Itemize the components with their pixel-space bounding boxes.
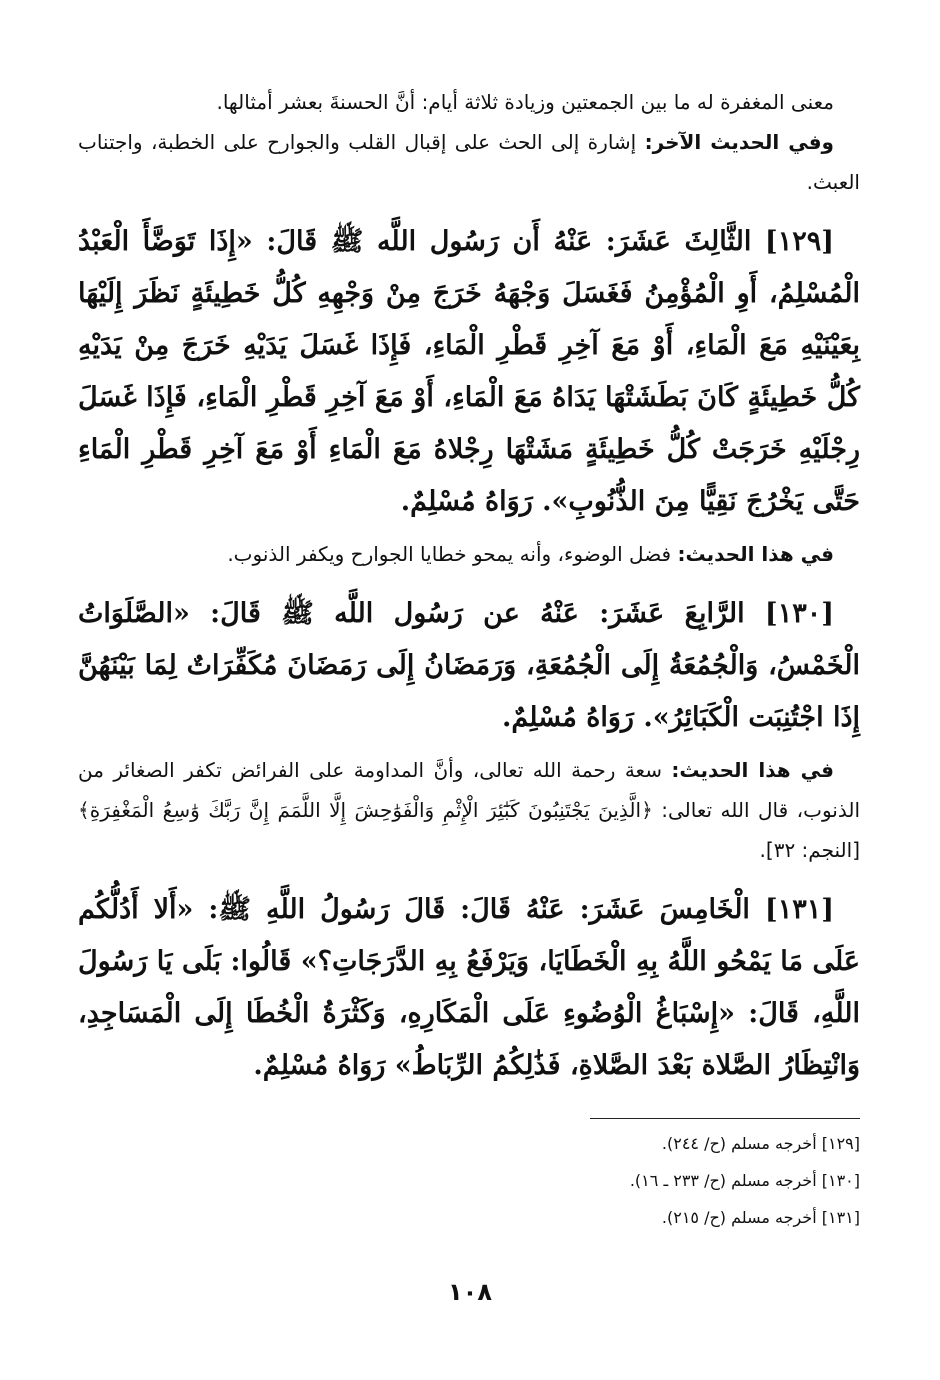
commentary-paragraph [78,534,860,574]
hadith-130: [١٣٠] الرَّابِعَ عَشَرَ: عَنْهُ عن رَسُول اللَّه ﷺ قَالَ: «الصَّلَوَاتُ الْخَمْسُ، وَالْجُمُعَةُ إِلَى الْجُمُعَةِ، وَرَمَضَانُ إِلَى رَمَضَانَ مُكَفِّرَاتٌ لِمَا بَيْنَهُنَّ إِذَا اجْتُنِبَت الْكَبَائِرُ». رَوَاهُ مُسْلِمٌ. [78,598,860,733]
footnote-divider [590,1118,860,1119]
commentary-lead: في هذا الحديث: [677,542,834,566]
footnote-130: [١٣٠] أخرجه مسلم (ح/ ٢٣٣ ـ ١٦). [629,1171,860,1190]
commentary-text: سعة رحمة الله تعالى، وأنَّ المداومة على الفرائض تكفر الصغائر من الذنوب، قال الله تعالى: ﴿الَّذِينَ يَجْتَنِبُونَ كَبَٰٓئِرَ الْإِثْمِ وَالْفَوَٰحِشَ إِلَّا اللَّمَمَ إِنَّ رَبَّكَ وَٰسِعُ الْمَغْفِرَةِ﴾ [النجم: ٣٢]. [78,758,860,862]
commentary-paragraph [78,122,860,202]
page-body [78,82,860,1236]
hadith-129: [١٢٩] الثَّالِثَ عَشَرَ: عَنْهُ أَن رَسُول اللَّه ﷺ قَالَ: «إِذَا تَوَضَّأَ الْعَبْدُ الْمُسْلِمُ، أَوِ الْمُؤْمِنُ فَغَسَلَ وَجْهَهُ خَرَجَ مِنْ وَجْهِهِ كُلُّ خَطِيئَةٍ نَظَرَ إِلَيْهَا بِعَيْنَيْهِ مَعَ الْمَاءِ، أَوْ مَعَ آخِرِ قَطْرِ الْمَاءِ، فَإِذَا غَسَلَ يَدَيْهِ خَرَجَ مِنْ يَدَيْهِ كُلُّ خَطِيئَةٍ كَانَ بَطَشَتْهَا يَدَاهُ مَعَ الْمَاءِ، أَوْ مَعَ آخِرِ قَطْرِ الْمَاءِ، فَإِذَا غَسَلَ رِجْلَيْهِ خَرَجَتْ كُلُّ خَطِيئَةٍ مَشَتْهَا رِجْلاهُ مَعَ الْمَاءِ أَوْ مَعَ آخِرِ قَطْرِ الْمَاءِ حَتَّى يَخْرُجَ نَقِيًّا مِنَ الذُّنُوبِ». رَوَاهُ مُسْلِمٌ. [78,226,860,517]
footnote-131: [١٣١] أخرجه مسلم (ح/ ٢١٥). [661,1208,860,1227]
commentary-paragraph [78,82,860,122]
commentary-text: معنى المغفرة له ما بين الجمعتين وزيادة ثلاثة أيام: أنَّ الحسنةَ بعشر أمثالها. [216,90,834,114]
hadith-131: [١٣١] الْخَامِسَ عَشَرَ: عَنْهُ قَالَ: قَالَ رَسُولُ اللَّهِ ﷺ: «أَلا أَدُلُّكُم عَلَى مَا يَمْحُو اللَّهُ بِهِ الْخَطَايَا، وَيَرْفَعُ بِهِ الدَّرَجَاتِ؟» قَالُوا: بَلَى يَا رَسُولَ اللَّهِ، قَالَ: «إِسْبَاغُ الْوُضُوءِ عَلَى الْمَكَارِهِ، وَكَثْرَةُ الْخُطَا إِلَى الْمَسَاجِدِ، وَانْتِظَارُ الصَّلاة بَعْدَ الصَّلاةِ، فَذَٰلِكُمُ الرِّبَاطُ» رَوَاهُ مُسْلِمٌ. [78,894,860,1081]
page-number: ١٠٨ [448,1278,492,1306]
commentary-lead: في هذا الحديث: [671,758,834,782]
commentary-lead: وفي الحديث الآخر: [644,130,834,154]
commentary-text: فضل الوضوء، وأنه يمحو خطايا الجوارح ويكفر الذنوب. [227,542,678,566]
footnote-129: [١٢٩] أخرجه مسلم (ح/ ٢٤٤). [661,1134,860,1153]
footnotes-list [78,1125,860,1236]
commentary-paragraph [78,750,860,870]
commentary-text: إشارة إلى الحث على إقبال القلب والجوارح على الخطبة، واجتناب العبث. [78,130,860,194]
